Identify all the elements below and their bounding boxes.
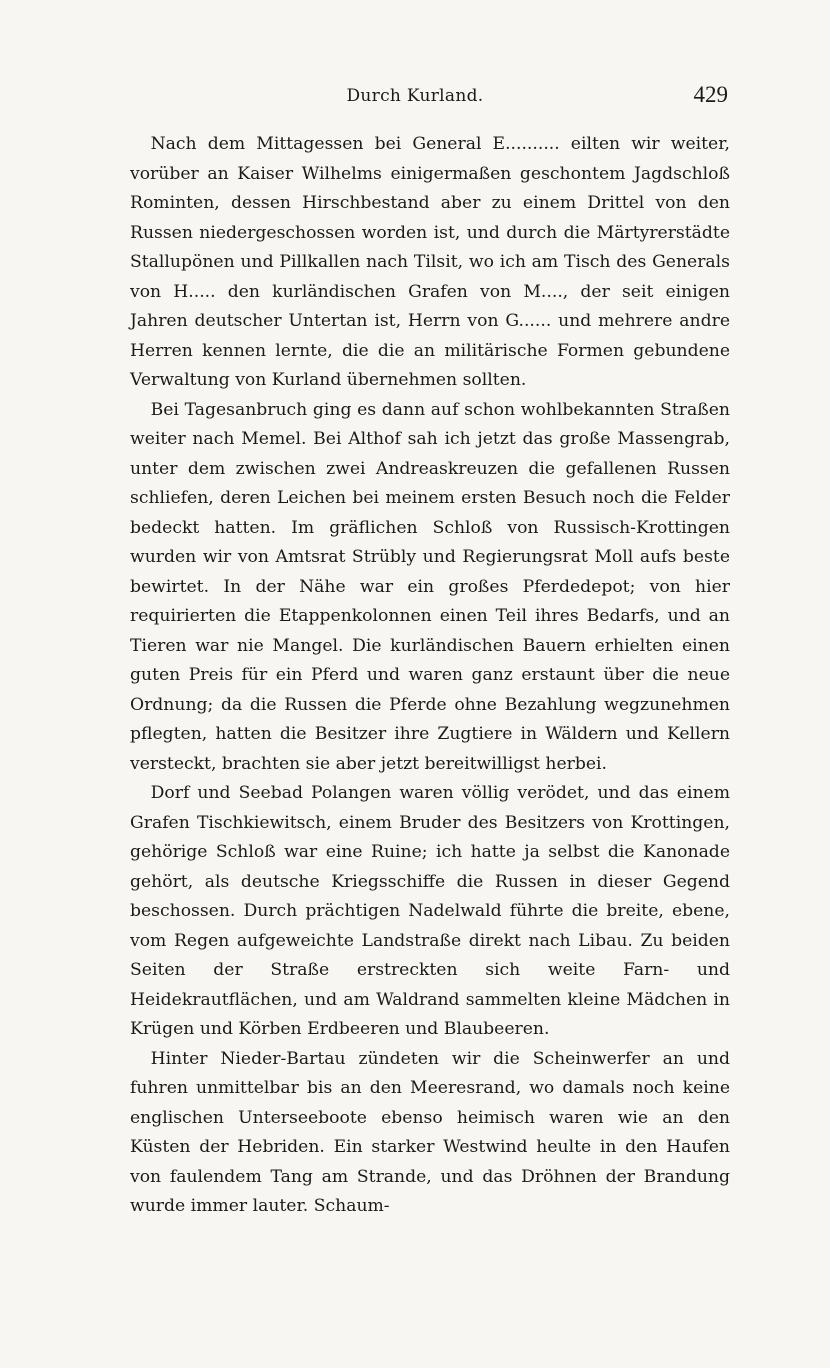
- paragraph-2: Bei Tagesanbruch ging es dann auf schon wohlbekannten Straßen weiter nach Memel. Bei Althof sah ich jetzt das große Massengrab, unter dem zwischen zwei Andreaskreuzen die gefallenen Russen schliefen, deren Leichen bei meinem ersten Besuch noch die Felder bedeckt hatten. Im gräflichen Schloß von Russisch-Krottingen wurden wir von Amtsrat Strübly und Regierungsrat Moll aufs beste bewirtet. In der Nähe war ein großes Pferdedepot; von hier requirierten die Etappenkolonnen einen Teil ihres Bedarfs, und an Tieren war nie Mangel. Die kurländischen Bauern erhielten einen guten Preis für ein Pferd und waren ganz erstaunt über die neue Ordnung; da die Russen die Pferde ohne Bezahlung wegzunehmen pflegten, hatten die Besitzer ihre Zugtiere in Wäldern und Kellern versteckt, brachten sie aber jetzt bereitwilligst herbei.: [130, 399, 730, 774]
- running-head: [0, 82, 830, 112]
- paragraph-3: Dorf und Seebad Polangen waren völlig verödet, und das einem Grafen Tischkiewitsch, einem Bruder des Besitzers von Krottingen, gehörige Schloß war eine Ruine; ich hatte ja selbst die Kanonade gehört, als deutsche Kriegsschiffe die Russen in dieser Gegend beschossen. Durch prächtigen Nadelwald führte die breite, ebene, vom Regen aufgeweichte Landstraße direkt nach Libau. Zu beiden Seiten der Straße erstreckten sich weite Farn- und Heidekrautflächen, und am Waldrand sammelten kleine Mädchen in Krügen und Körben Erdbeeren und Blaubeeren.: [130, 783, 730, 1039]
- body-text: [130, 130, 730, 1222]
- running-title: Durch Kurland.: [346, 86, 484, 106]
- paragraph-1: Nach dem Mittagessen bei General E.......... eilten wir weiter, vorüber an Kaiser Wilhelms einigermaßen geschontem Jagdschloß Rominten, dessen Hirschbestand aber zu einem Drittel von den Russen niedergeschossen worden ist, und durch die Märtyrerstädte Stallupönen und Pillkallen nach Tilsit, wo ich am Tisch des Generals von H..... den kurländischen Grafen von M...., der seit einigen Jahren deutscher Untertan ist, Herrn von G...... und mehrere andre Herren kennen lernte, die die an militärische Formen gebundene Verwaltung von Kurland übernehmen sollten.: [130, 134, 730, 390]
- paragraph-4: Hinter Nieder-Bartau zündeten wir die Scheinwerfer an und fuhren unmittelbar bis an den Meeresrand, wo damals noch keine englischen Unterseeboote ebenso heimisch waren wie an den Küsten der Hebriden. Ein starker Westwind heulte in den Haufen von faulendem Tang am Strande, und das Dröhnen der Brandung wurde immer lauter. Schaum-: [130, 1048, 730, 1216]
- page-number: 429: [693, 82, 728, 107]
